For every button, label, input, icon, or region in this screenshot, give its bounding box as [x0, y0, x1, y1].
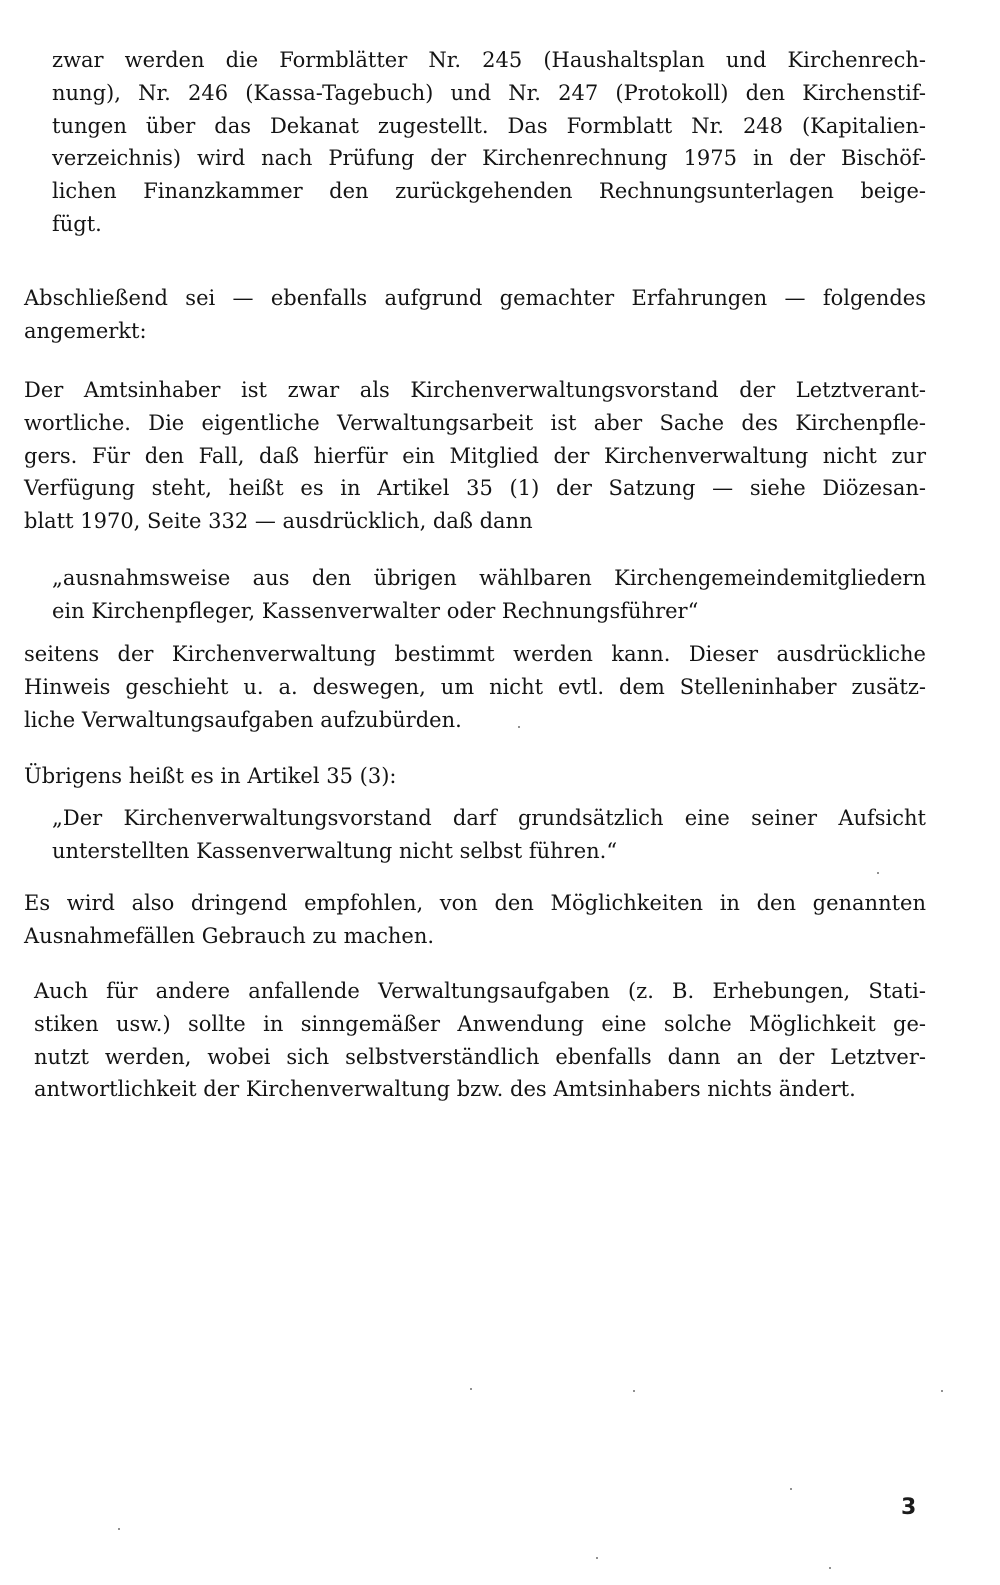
- scan-speck: [829, 1567, 831, 1569]
- text-line: Abschließend sei — ebenfalls aufgrund gemachter Erfahrungen — folgendes: [24, 286, 926, 310]
- page-number: 3: [901, 1495, 917, 1520]
- text-line: nutzt werden, wobei sich selbstverständlich ebenfalls dann an der Letztver-: [34, 1044, 926, 1069]
- scan-speck: [941, 1390, 943, 1392]
- quote-artikel-35-1: [52, 562, 926, 628]
- text-line: blatt 1970, Seite 332 — ausdrücklich, daß dann: [24, 509, 533, 534]
- scan-speck: [596, 1557, 598, 1559]
- text-line: stiken usw.) sollte in sinngemäßer Anwendung eine solche Möglichkeit ge-: [34, 1011, 926, 1036]
- text-line: angemerkt:: [24, 318, 147, 343]
- text-line: tungen über das Dekanat zugestellt. Das Formblatt Nr. 248 (Kapitalien-: [52, 113, 926, 138]
- scan-speck: [790, 1488, 792, 1490]
- text-line: Hinweis geschieht u. a. deswegen, um nicht evtl. dem Stelleninhaber zusätz-: [24, 674, 926, 699]
- paragraph-uebrigens: [24, 760, 926, 793]
- text-line: „Der Kirchenverwaltungsvorstand darf grundsätzlich eine seiner Aufsicht: [52, 806, 926, 830]
- text-line: ein Kirchenpfleger, Kassenverwalter oder Rechnungsführer“: [52, 598, 699, 623]
- paragraph-seitens: [24, 638, 926, 736]
- text-line: gers. Für den Fall, daß hierfür ein Mitglied der Kirchenverwaltung nicht zur: [24, 443, 926, 468]
- text-line: verzeichnis) wird nach Prüfung der Kirchenrechnung 1975 in der Bischöf-: [52, 146, 926, 171]
- text-line: liche Verwaltungsaufgaben aufzubürden.: [24, 707, 462, 732]
- text-line: Übrigens heißt es in Artikel 35 (3):: [24, 764, 397, 788]
- paragraph-empfehlung: [24, 887, 926, 953]
- text-line: unterstellten Kassenverwaltung nicht selbst führen.“: [52, 838, 618, 863]
- scan-speck: [470, 1388, 472, 1390]
- text-line: seitens der Kirchenverwaltung bestimmt werden kann. Dieser ausdrückliche: [24, 642, 926, 666]
- text-line: Auch für andere anfallende Verwaltungsaufgaben (z. B. Erhebungen, Stati-: [34, 979, 926, 1003]
- text-line: lichen Finanzkammer den zurückgehenden Rechnungsunterlagen beige-: [52, 179, 926, 204]
- text-line: Verfügung steht, heißt es in Artikel 35 (1) der Satzung — siehe Diözesan-: [24, 476, 926, 501]
- text-line: wortliche. Die eigentliche Verwaltungsarbeit ist aber Sache des Kirchenpfle-: [24, 410, 926, 435]
- text-line: Ausnahmefällen Gebrauch zu machen.: [24, 923, 435, 948]
- scan-speck: [877, 872, 879, 874]
- text-line: fügt.: [52, 211, 102, 236]
- text-line: nung), Nr. 246 (Kassa-Tagebuch) und Nr. 247 (Protokoll) den Kirchenstif-: [52, 80, 926, 105]
- text-line: Der Amtsinhaber ist zwar als Kirchenverwaltungsvorstand der Letztverant-: [24, 378, 926, 402]
- text-line: „ausnahmsweise aus den übrigen wählbaren Kirchengemeindemitgliedern: [52, 566, 926, 590]
- paragraph-amtsinhaber: [24, 374, 926, 538]
- text-line: zwar werden die Formblätter Nr. 245 (Haushaltsplan und Kirchenrech-: [52, 48, 926, 72]
- paragraph-andere-aufgaben: [34, 975, 926, 1106]
- quote-artikel-35-3: [52, 802, 926, 868]
- paragraph-abschliessend: [24, 282, 926, 348]
- scan-speck: [518, 726, 520, 728]
- paragraph-formblaetter: [52, 44, 926, 241]
- text-line: Es wird also dringend empfohlen, von den Möglichkeiten in den genannten: [24, 891, 926, 915]
- scan-speck: [633, 1390, 635, 1392]
- scan-speck: [118, 1528, 120, 1530]
- text-line: antwortlichkeit der Kirchenverwaltung bzw. des Amtsinhabers nichts ändert.: [34, 1077, 856, 1102]
